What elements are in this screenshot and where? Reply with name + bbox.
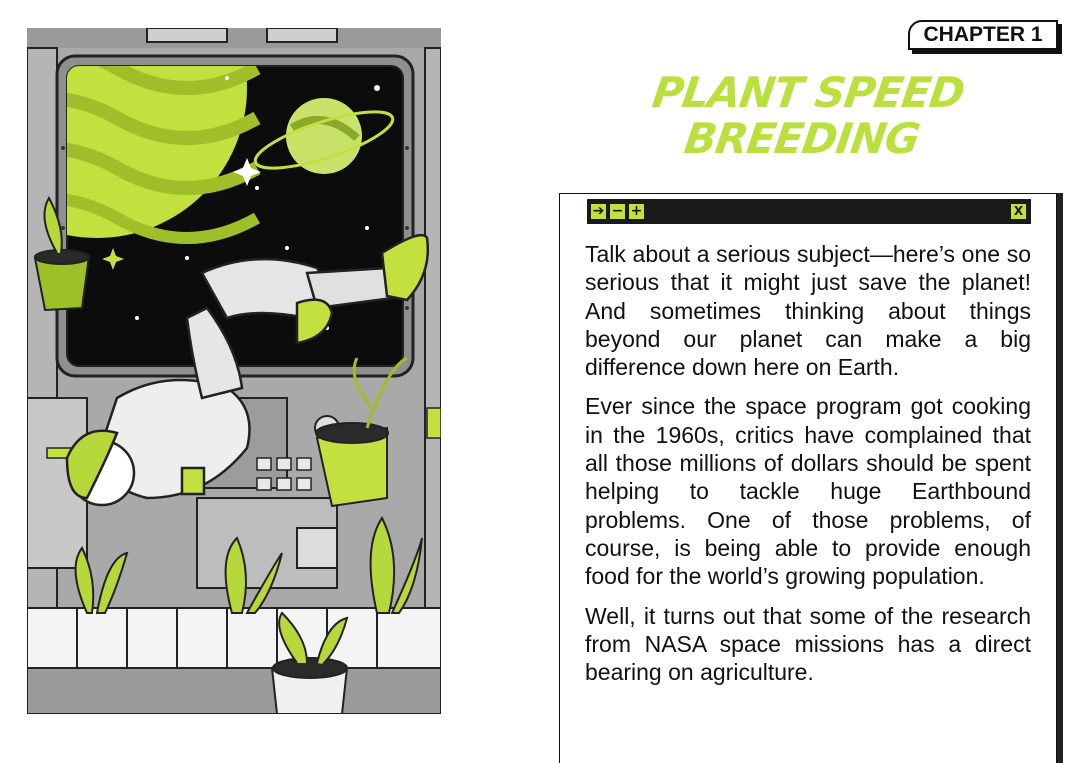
maximize-icon[interactable]: + (628, 203, 645, 220)
chapter-title-line-2: BREEDING (681, 114, 923, 163)
arrow-right-icon[interactable]: ➔ (590, 203, 607, 220)
window-body-text (585, 240, 1031, 697)
paragraph-1: Talk about a serious subject—here’s one so serious that it might just save the planet! And sometimes thinking about things beyond our planet can make a big difference down here on Earth. (585, 241, 1031, 381)
chapter-badge: CHAPTER 1 (908, 20, 1058, 50)
window-title-bar (587, 199, 1031, 224)
chapter-title (634, 70, 977, 162)
text-window (559, 193, 1057, 763)
minimize-icon[interactable]: − (609, 203, 626, 220)
close-icon[interactable]: X (1010, 203, 1027, 220)
illustration-svg (27, 28, 441, 714)
paragraph-2: Ever since the space program got cooking in the 1960s, critics have complained that all those millions of dollars should be spent helping to tackle huge Earthbound problems. One of those problems, of course, is being able to provide enough food for the world’s growing population. (585, 393, 1031, 590)
chapter-title-line-1: PLANT SPEED (649, 68, 968, 117)
paragraph-3: Well, it turns out that some of the research from NASA space missions has a direct bearing on agriculture. (585, 602, 1031, 686)
illustration-astronaut-plants (27, 28, 441, 714)
